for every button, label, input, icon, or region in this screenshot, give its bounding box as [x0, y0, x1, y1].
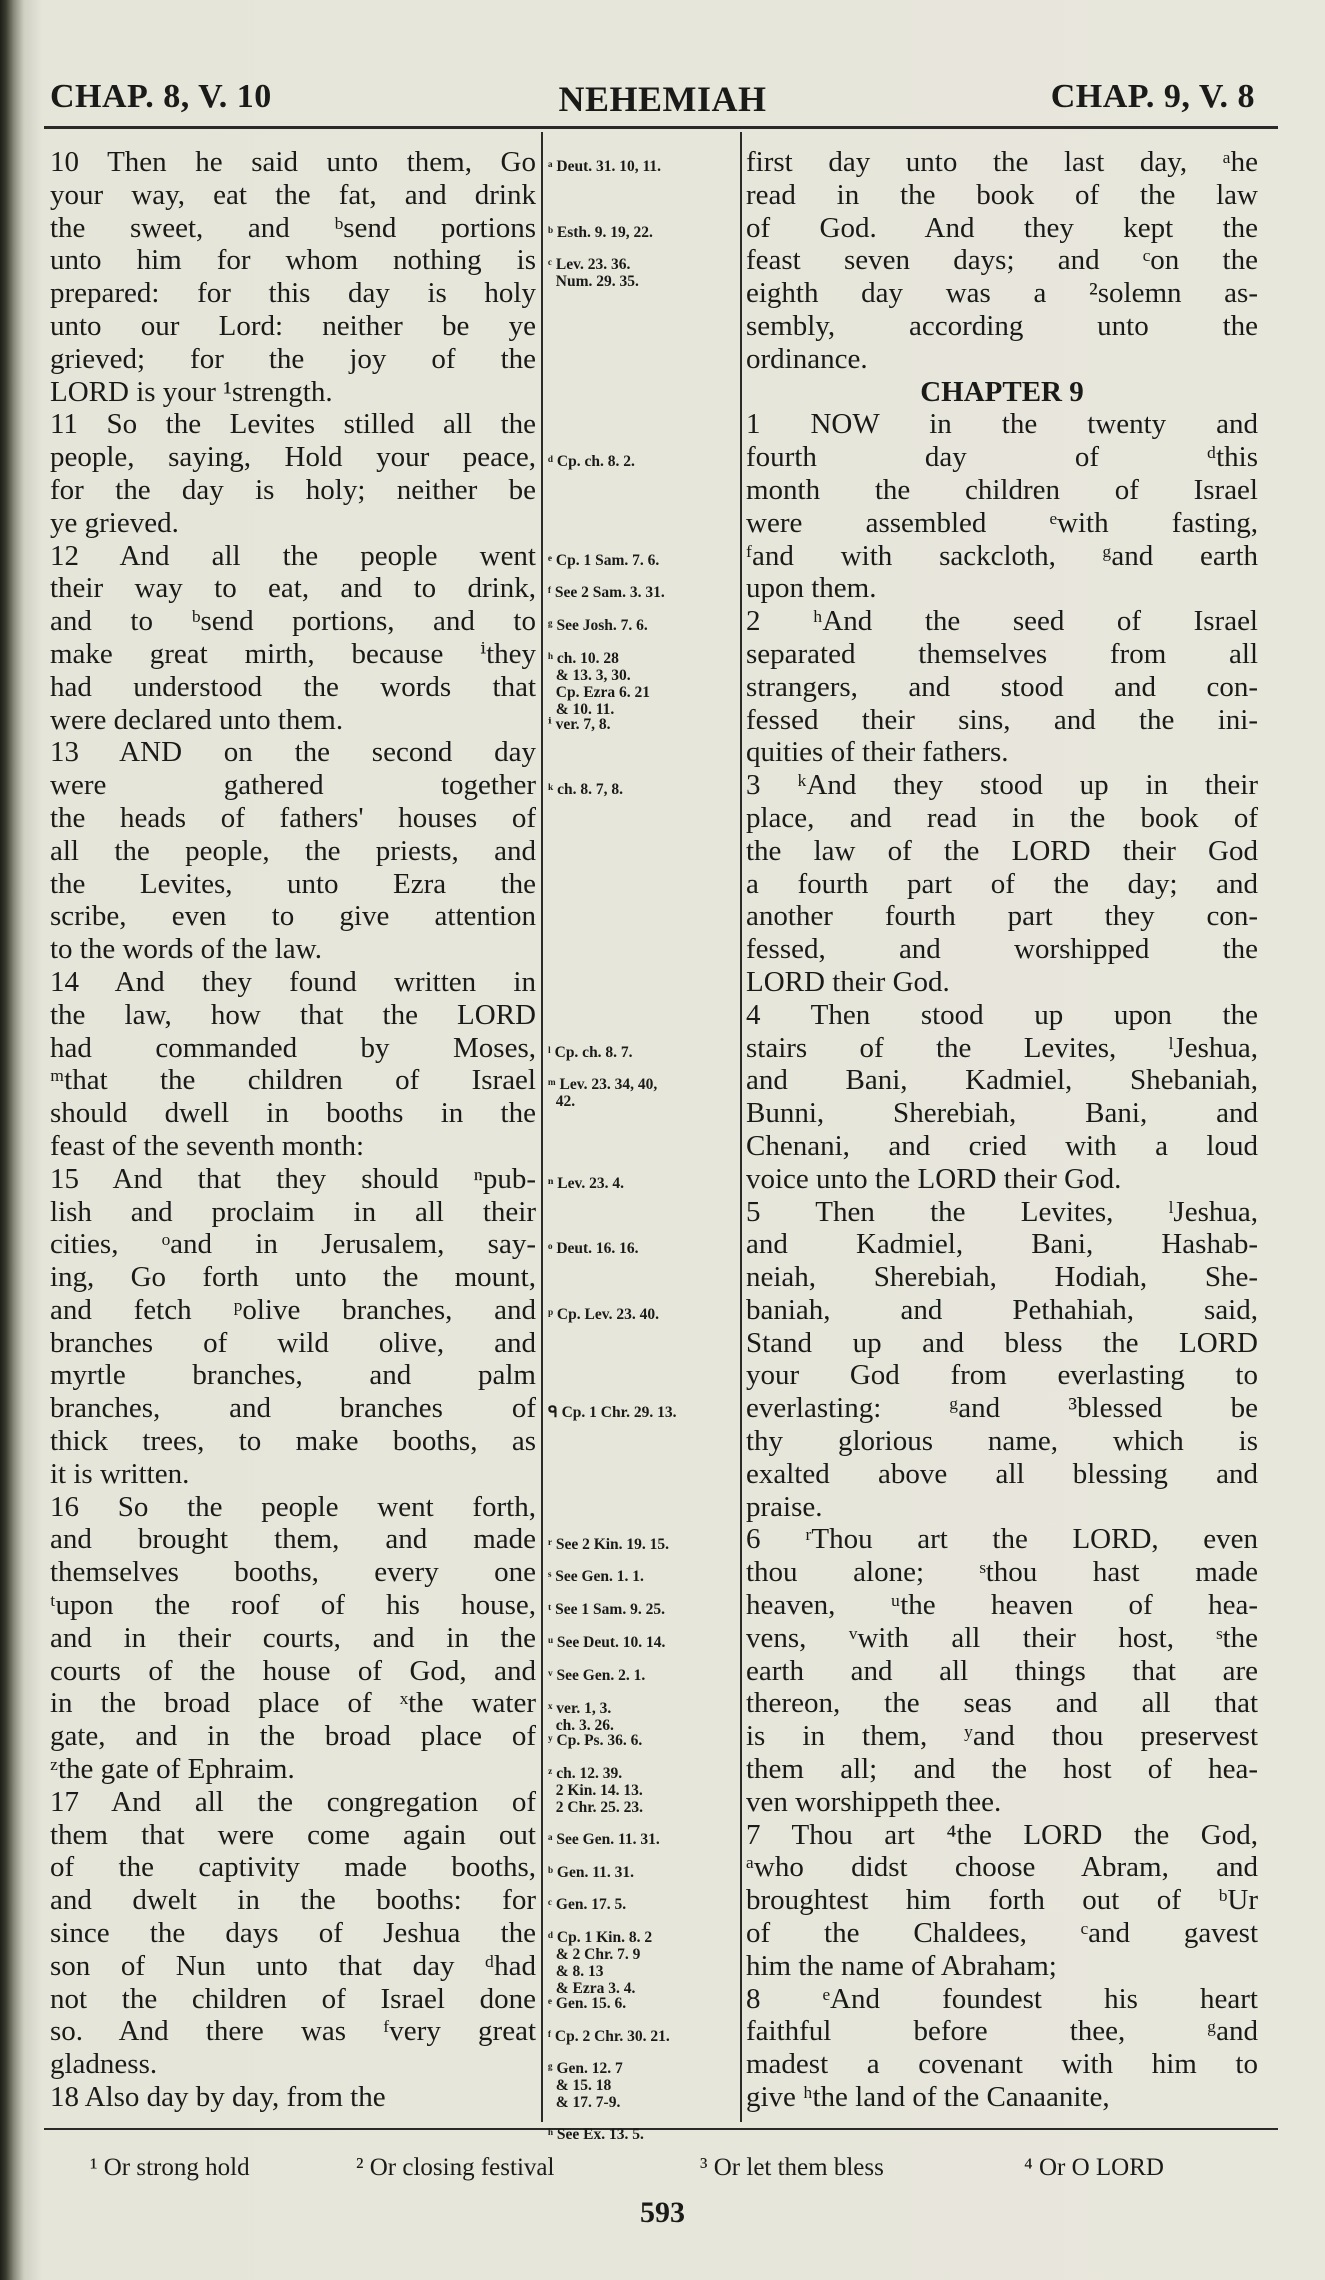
margin-reference: ᶠ Cp. 2 Chr. 30. 21. — [548, 2027, 670, 2045]
left-column-line: themselves booths, every one — [50, 1556, 536, 1589]
margin-reference: ᶜ Gen. 17. 5. — [548, 1896, 627, 1914]
left-column-line: son of Nun unto that day ᵈhad — [50, 1949, 536, 1982]
left-column-line: not the children of Israel done — [50, 1982, 536, 2015]
left-column-line: make great mirth, because ⁱthey — [50, 637, 536, 670]
left-column-line: cities, ᵒand in Jerusalem, say- — [50, 1228, 536, 1261]
margin-reference: ᶜ Lev. 23. 36. Num. 29. 35. — [548, 256, 639, 291]
right-column-line: were assembled ᵉwith fasting, — [746, 506, 1258, 539]
right-column-line: and Kadmiel, Bani, Hashab- — [746, 1228, 1258, 1261]
margin-reference: ⁿ Lev. 23. 4. — [548, 1174, 625, 1192]
margin-reference: ᵘ See Deut. 10. 14. — [548, 1634, 666, 1651]
left-column-line: scribe, even to give attention — [50, 900, 536, 933]
right-column-line: fessed, and worshipped the — [746, 933, 1258, 966]
left-column-line: grieved; for the joy of the — [50, 342, 536, 375]
right-column-line: 5 Then the Levites, ˡJeshua, — [746, 1195, 1258, 1228]
right-column-line: thy glorious name, which is — [746, 1425, 1258, 1458]
left-column-line: to the words of the law. — [50, 933, 322, 966]
left-column-line: were gathered together — [50, 769, 536, 802]
right-column-line: fessed their sins, and the ini- — [746, 703, 1258, 736]
right-column-line: them all; and the host of hea- — [746, 1753, 1258, 1786]
footnote-2: ² Or closing festival — [356, 2154, 555, 2181]
margin-reference: ᵇ Gen. 11. 31. — [548, 1863, 634, 1881]
left-column-line: had commanded by Moses, — [50, 1031, 536, 1064]
right-column-line: 6 ʳThou art the LORD, even — [746, 1523, 1258, 1556]
right-column-line: your God from everlasting to — [746, 1359, 1258, 1392]
left-column-line: for the day is holy; neither be — [50, 473, 536, 506]
left-column-line: ᵗupon the roof of his house, — [50, 1589, 536, 1622]
right-column-line: ven worshippeth thee. — [746, 1785, 1002, 1818]
right-column-line: another fourth part they con- — [746, 900, 1258, 933]
left-column-line: branches of wild olive, and — [50, 1326, 536, 1359]
right-column-line: 2 ʰAnd the seed of Israel — [746, 605, 1258, 638]
left-column-line: in the broad place of ˣthe water — [50, 1687, 536, 1720]
left-column-line: LORD is your ¹strength. — [50, 375, 333, 408]
right-column-line: and Bani, Kadmiel, Shebaniah, — [746, 1064, 1258, 1097]
left-column-line: it is written. — [50, 1457, 190, 1490]
left-column-line: 18 Also day by day, from the — [50, 2081, 386, 2114]
margin-reference: ᑫ Cp. 1 Chr. 29. 13. — [548, 1404, 677, 1422]
left-column-line: ing, Go forth unto the mount, — [50, 1261, 536, 1294]
column-divider-left — [541, 132, 543, 2122]
right-column-line: give ʰthe land of the Canaanite, — [746, 2081, 1110, 2114]
right-column-line: first day unto the last day, ᵃhe — [746, 146, 1258, 178]
left-column-line: feast of the seventh month: — [50, 1129, 365, 1162]
right-column-line: exalted above all blessing and — [746, 1457, 1258, 1490]
right-column-line: thereon, the seas and all that — [746, 1687, 1258, 1720]
left-column-line: and fetch ᵖolive branches, and — [50, 1293, 536, 1326]
right-column-line: eighth day was a ²solemn as- — [746, 277, 1258, 310]
right-column-line: thou alone; ˢthou hast made — [746, 1556, 1258, 1589]
right-column-line: month the children of Israel — [746, 473, 1258, 506]
left-column-line: the law, how that the LORD — [50, 998, 536, 1031]
margin-reference: ᵃ See Gen. 11. 31. — [548, 1830, 660, 1848]
right-column-line: ᵃwho didst choose Abram, and — [746, 1851, 1258, 1884]
left-column-line: since the days of Jeshua the — [50, 1917, 536, 1950]
right-column-line: place, and read in the book of — [746, 801, 1258, 834]
right-column-line: Chenani, and cried with a loud — [746, 1129, 1258, 1162]
left-column-line: their way to eat, and to drink, — [50, 572, 536, 605]
left-column-line: 11 So the Levites stilled all the — [50, 408, 536, 441]
margin-reference: ʰ See Ex. 13. 5. — [548, 2126, 644, 2143]
left-column-line: 15 And that they should ⁿpub- — [50, 1162, 536, 1195]
right-column-line: sembly, according unto the — [746, 309, 1258, 342]
right-column-line: strangers, and stood and con- — [746, 670, 1258, 703]
margin-reference: ᵈ Cp. 1 Kin. 8. 2 & 2 Chr. 7. 9 & 8. 13 & Ezra 3. 4. — [548, 1929, 653, 1998]
chapter-verse-left: CHAP. 8, V. 10 — [50, 78, 272, 115]
left-column-line: the Levites, unto Ezra the — [50, 867, 536, 900]
footnote-1: ¹ Or strong hold — [90, 2154, 250, 2181]
left-column-line: 10 Then he said unto them, Go — [50, 146, 536, 178]
right-column-line: CHAPTER 9 — [920, 375, 1084, 408]
right-column-line: ordinance. — [746, 342, 868, 375]
right-column-line: him the name of Abraham; — [746, 1949, 1057, 1982]
margin-reference: ˡ Cp. ch. 8. 7. — [548, 1043, 633, 1061]
margin-reference: ᵛ See Gen. 2. 1. — [548, 1666, 646, 1684]
header-rule — [44, 126, 1278, 129]
right-column-line: fourth day of ᵈthis — [746, 441, 1258, 474]
margin-reference: ᵈ Cp. ch. 8. 2. — [548, 453, 635, 471]
left-column-line: prepared: for this day is holy — [50, 277, 536, 310]
book-title: NEHEMIAH — [558, 79, 767, 119]
margin-reference: ⁱ ver. 7, 8. — [548, 715, 611, 733]
left-column-line: branches, and branches of — [50, 1392, 536, 1425]
right-column-line: is in them, ʸand thou preservest — [746, 1720, 1258, 1753]
right-column-text — [746, 146, 1258, 2114]
left-column-line: gladness. — [50, 2048, 158, 2081]
margin-reference: ᵍ See Josh. 7. 6. — [548, 617, 648, 635]
right-column-line: a fourth part of the day; and — [746, 867, 1258, 900]
right-column-line: 3 ᵏAnd they stood up in their — [746, 769, 1258, 802]
left-column-line: and brought them, and made — [50, 1523, 536, 1556]
column-divider-right — [740, 132, 742, 2122]
left-column-line: 14 And they found written in — [50, 965, 536, 998]
right-column-line: 7 Thou art ⁴the LORD the God, — [746, 1818, 1258, 1851]
right-column-line: madest a covenant with him to — [746, 2048, 1258, 2081]
margin-reference: ᵖ Cp. Lev. 23. 40. — [548, 1306, 659, 1323]
right-column-line: ᶠand with sackcloth, ᵍand earth — [746, 539, 1258, 572]
left-column-line: 12 And all the people went — [50, 539, 536, 572]
footnote-3: ³ Or let them bless — [700, 2154, 884, 2181]
left-column-line: unto our Lord: neither be ye — [50, 309, 536, 342]
right-column-line: feast seven days; and ᶜon the — [746, 244, 1258, 277]
margin-reference: ᵗ See 1 Sam. 9. 25. — [548, 1601, 665, 1619]
right-column-line: vens, ᵛwith all their host, ˢthe — [746, 1621, 1258, 1654]
right-column-line: praise. — [746, 1490, 823, 1523]
margin-reference: ˣ ver. 1, 3. ch. 3. 26. — [548, 1699, 614, 1734]
margin-reference: ʳ See 2 Kin. 19. 15. — [548, 1535, 670, 1553]
margin-reference: ᶻ ch. 12. 39. 2 Kin. 14. 13. 2 Chr. 25. 23. — [548, 1765, 644, 1817]
right-column-line: broughtest him forth out of ᵇUr — [746, 1884, 1258, 1917]
left-column-line: and dwelt in the booths: for — [50, 1884, 536, 1917]
margin-reference: ᵏ ch. 8. 7, 8. — [548, 781, 623, 799]
margin-reference: ᵉ Cp. 1 Sam. 7. 6. — [548, 551, 660, 569]
right-column-line: upon them. — [746, 572, 877, 605]
right-column-line: heaven, ᵘthe heaven of hea- — [746, 1589, 1258, 1622]
left-column-line: all the people, the priests, and — [50, 834, 536, 867]
right-column-line: everlasting: ᵍand ³blessed be — [746, 1392, 1258, 1425]
right-column-line: Bunni, Sherebiah, Bani, and — [746, 1097, 1258, 1130]
right-column-line: separated themselves from all — [746, 637, 1258, 670]
left-column-line: lish and proclaim in all their — [50, 1195, 536, 1228]
right-column-line: quities of their fathers. — [746, 736, 1009, 769]
left-column-line: thick trees, to make booths, as — [50, 1425, 536, 1458]
right-column-line: 8 ᵉAnd foundest his heart — [746, 1982, 1258, 2015]
margin-reference: ˢ See Gen. 1. 1. — [548, 1568, 644, 1586]
left-column-line: people, saying, Hold your peace, — [50, 441, 536, 474]
margin-reference: ʸ Cp. Ps. 36. 6. — [548, 1732, 643, 1750]
left-column-line: had understood the words that — [50, 670, 536, 703]
right-column-line: earth and all things that are — [746, 1654, 1258, 1687]
left-column-line: ᶻthe gate of Ephraim. — [50, 1753, 295, 1786]
footnote-4: ⁴ Or O LORD — [1024, 2154, 1164, 2181]
margin-reference: ᵐ Lev. 23. 34, 40, 42. — [548, 1076, 658, 1111]
right-column-line: the law of the LORD their God — [746, 834, 1258, 867]
left-column-line: your way, eat the fat, and drink — [50, 178, 536, 211]
right-column-line: neiah, Sherebiah, Hodiah, She- — [746, 1261, 1258, 1294]
left-column-line: and to ᵇsend portions, and to — [50, 605, 536, 638]
margin-reference: ᶠ See 2 Sam. 3. 31. — [548, 584, 665, 602]
left-column-line: them that were come again out — [50, 1818, 536, 1851]
left-column-line: myrtle branches, and palm — [50, 1359, 536, 1392]
left-column-line: should dwell in booths in the — [50, 1097, 536, 1130]
left-column-line: of the captivity made booths, — [50, 1851, 536, 1884]
page-number: 593 — [640, 2196, 685, 2229]
right-column-line: voice unto the LORD their God. — [746, 1162, 1122, 1195]
margin-reference: ʰ ch. 10. 28 & 13. 3, 30. Cp. Ezra 6. 21 & 10. 11. — [548, 650, 651, 718]
right-column-line: 4 Then stood up upon the — [746, 998, 1258, 1031]
margin-reference: ᵉ Gen. 15. 6. — [548, 1994, 627, 2012]
left-column-line: unto him for whom nothing is — [50, 244, 536, 277]
right-column-line: stairs of the Levites, ˡJeshua, — [746, 1031, 1258, 1064]
chapter-verse-right: CHAP. 9, V. 8 — [1050, 78, 1255, 115]
right-column-line: Stand up and bless the LORD — [746, 1326, 1258, 1359]
right-column-line: 1 NOW in the twenty and — [746, 408, 1258, 441]
left-column-line: courts of the house of God, and — [50, 1654, 536, 1687]
left-column-line: ᵐthat the children of Israel — [50, 1064, 536, 1097]
left-column-line: 16 So the people went forth, — [50, 1490, 536, 1523]
left-column-line: were declared unto them. — [50, 703, 344, 736]
right-column-line: LORD their God. — [746, 965, 950, 998]
left-column-line: the sweet, and ᵇsend portions — [50, 211, 536, 244]
right-column-line: read in the book of the law — [746, 178, 1258, 211]
right-column-line: baniah, and Pethahiah, said, — [746, 1293, 1258, 1326]
left-column-line: so. And there was ᶠvery great — [50, 2015, 536, 2048]
left-column-line: and in their courts, and in the — [50, 1621, 536, 1654]
left-column-line: the heads of fathers' houses of — [50, 801, 536, 834]
right-column-line: of the Chaldees, ᶜand gavest — [746, 1917, 1258, 1950]
margin-reference: ᵇ Esth. 9. 19, 22. — [548, 223, 653, 241]
left-column-line: 17 And all the congregation of — [50, 1785, 536, 1818]
left-column-line: ye grieved. — [50, 506, 179, 539]
left-column-line: 13 AND on the second day — [50, 736, 536, 769]
margin-reference: ᵒ Deut. 16. 16. — [548, 1240, 639, 1258]
right-column-line: faithful before thee, ᵍand — [746, 2015, 1258, 2048]
right-column-line: of God. And they kept the — [746, 211, 1258, 244]
left-column-line: gate, and in the broad place of — [50, 1720, 536, 1753]
margin-reference: ᵃ Deut. 31. 10, 11. — [548, 158, 662, 175]
margin-reference: ᵍ Gen. 12. 7 & 15. 18 & 17. 7-9. — [548, 2060, 623, 2112]
left-column-text — [50, 146, 536, 2114]
